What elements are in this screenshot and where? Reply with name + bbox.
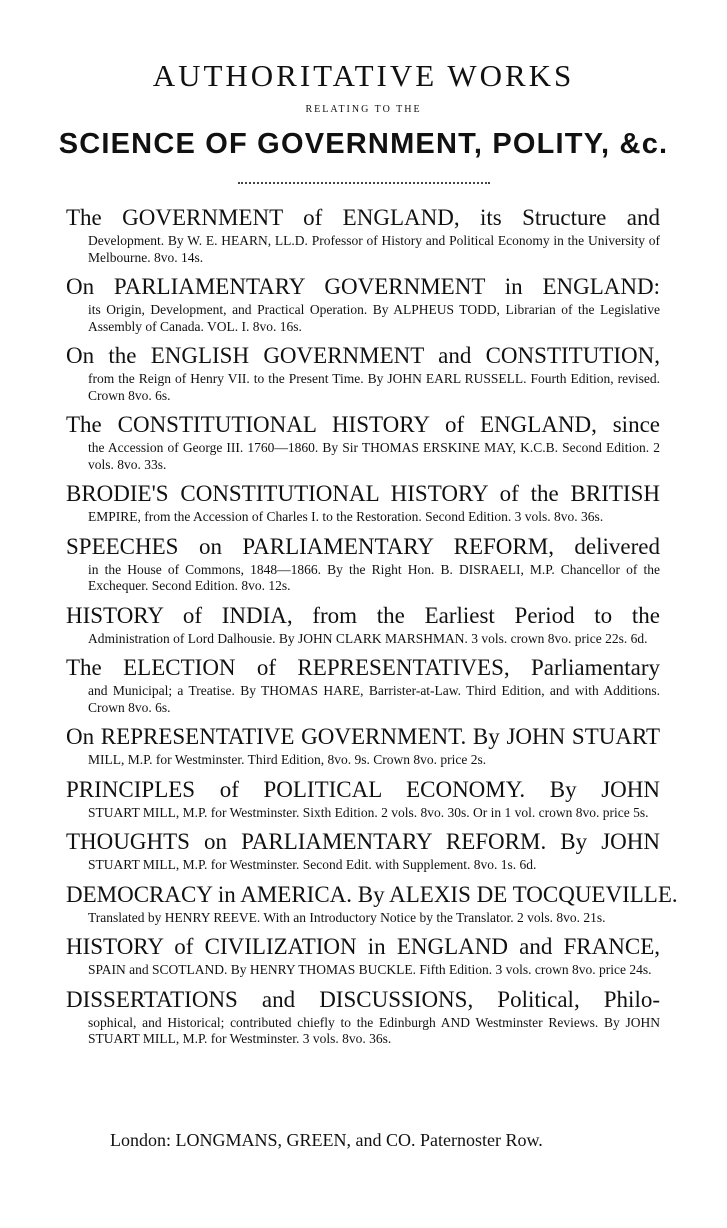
subject-heading: SCIENCE OF GOVERNMENT, POLITY, &c. (58, 128, 669, 160)
book-description: in the House of Commons, 1848—1866. By the Right Hon. B. DISRAELI, M.P. Chancellor of the Exchequer. Second Edition. 8vo. 12s. (88, 561, 660, 593)
book-description: SPAIN and SCOTLAND. By HENRY THOMAS BUCKLE. Fifth Edition. 3 vols. crown 8vo. price 24s. (88, 962, 652, 977)
publisher-imprint: London: LONGMANS, GREEN, and CO. Paternoster Row. (110, 1130, 543, 1150)
book-description: STUART MILL, M.P. for Westminster. Sixth Edition. 2 vols. 8vo. 30s. Or in 1 vol. crown 8vo. price 5s. (88, 804, 649, 820)
book-entry (66, 410, 660, 473)
book-title: The CONSTITUTIONAL HISTORY of ENGLAND, since (66, 412, 660, 437)
book-entry (66, 479, 660, 526)
book-description: its Origin, Development, and Practical Operation. By ALPHEUS TODD, Librarian of the Legislative Assembly of Canada. VOL. I. 8vo. 16s. (88, 302, 660, 334)
page-title: AUTHORITATIVE WORKS (152, 58, 575, 93)
relating-caption: RELATING TO THE (305, 104, 422, 115)
book-description: and Municipal; a Treatise. By THOMAS HARE, Barrister-at-Law. Third Edition, and with Additions. Crown 8vo. 6s. (88, 683, 660, 715)
book-title: On PARLIAMENTARY GOVERNMENT in ENGLAND: (66, 274, 660, 299)
book-entry (66, 827, 660, 874)
book-description: Development. By W. E. HEARN, LL.D. Professor of History and Political Economy in the University of Melbourne. 8vo. 14s. (88, 233, 660, 265)
book-list (66, 203, 678, 1054)
book-entry (66, 272, 660, 335)
book-entry (66, 985, 660, 1048)
book-title: PRINCIPLES of POLITICAL ECONOMY. By JOHN (66, 776, 660, 802)
book-description: from the Reign of Henry VII. to the Present Time. By JOHN EARL RUSSELL. Fourth Edition, revised. Crown 8vo. 6s. (88, 371, 660, 403)
book-title: On the ENGLISH GOVERNMENT and CONSTITUTION, (66, 343, 660, 368)
book-title: DISSERTATIONS and DISCUSSIONS, Political, Philo- (66, 986, 660, 1012)
book-entry (66, 775, 660, 822)
book-title: The ELECTION of REPRESENTATIVES, Parliamentary (66, 655, 660, 680)
book-title: BRODIE'S CONSTITUTIONAL HISTORY of the BRITISH (66, 481, 660, 506)
book-title: SPEECHES on PARLIAMENTARY REFORM, delivered (66, 533, 660, 559)
book-description: the Accession of George III. 1760—1860. By Sir THOMAS ERSKINE MAY, K.C.B. Second Edition. 2 vols. 8vo. 33s. (88, 440, 660, 472)
book-title: DEMOCRACY in AMERICA. By ALEXIS DE TOCQUEVILLE. (66, 881, 678, 907)
book-entry (66, 880, 678, 927)
book-title: THOUGHTS on PARLIAMENTARY REFORM. By JOHN (66, 829, 660, 854)
book-description: Translated by HENRY REEVE. With an Introductory Notice by the Translator. 2 vols. 8vo. 21s. (88, 909, 606, 925)
book-entry (66, 532, 660, 595)
divider-rule (238, 182, 490, 184)
book-entry (66, 932, 660, 979)
book-entry (66, 203, 660, 266)
book-description: EMPIRE, from the Accession of Charles I. to the Restoration. Second Edition. 3 vols. 8vo. 36s. (88, 509, 604, 524)
book-title: HISTORY of INDIA, from the Earliest Period to the (66, 602, 660, 628)
book-entry (66, 601, 660, 648)
book-entry (66, 341, 660, 404)
book-description: Administration of Lord Dalhousie. By JOHN CLARK MARSHMAN. 3 vols. crown 8vo. price 22s. 6d. (88, 630, 648, 646)
book-entry (66, 653, 660, 716)
book-description: MILL, M.P. for Westminster. Third Edition, 8vo. 9s. Crown 8vo. price 2s. (88, 752, 487, 767)
book-entry (66, 722, 660, 769)
book-description: STUART MILL, M.P. for Westminster. Second Edit. with Supplement. 8vo. 1s. 6d. (88, 857, 537, 872)
book-description: sophical, and Historical; contributed chiefly to the Edinburgh AND Westminster Reviews. By JOHN STUART MILL, M.P. for Westminster. 3 vols. 8vo. 36s. (88, 1014, 660, 1046)
book-title: HISTORY of CIVILIZATION in ENGLAND and FRANCE, (66, 934, 660, 959)
book-title: The GOVERNMENT of ENGLAND, its Structure and (66, 205, 660, 230)
book-title: On REPRESENTATIVE GOVERNMENT. By JOHN STUART (66, 724, 660, 749)
